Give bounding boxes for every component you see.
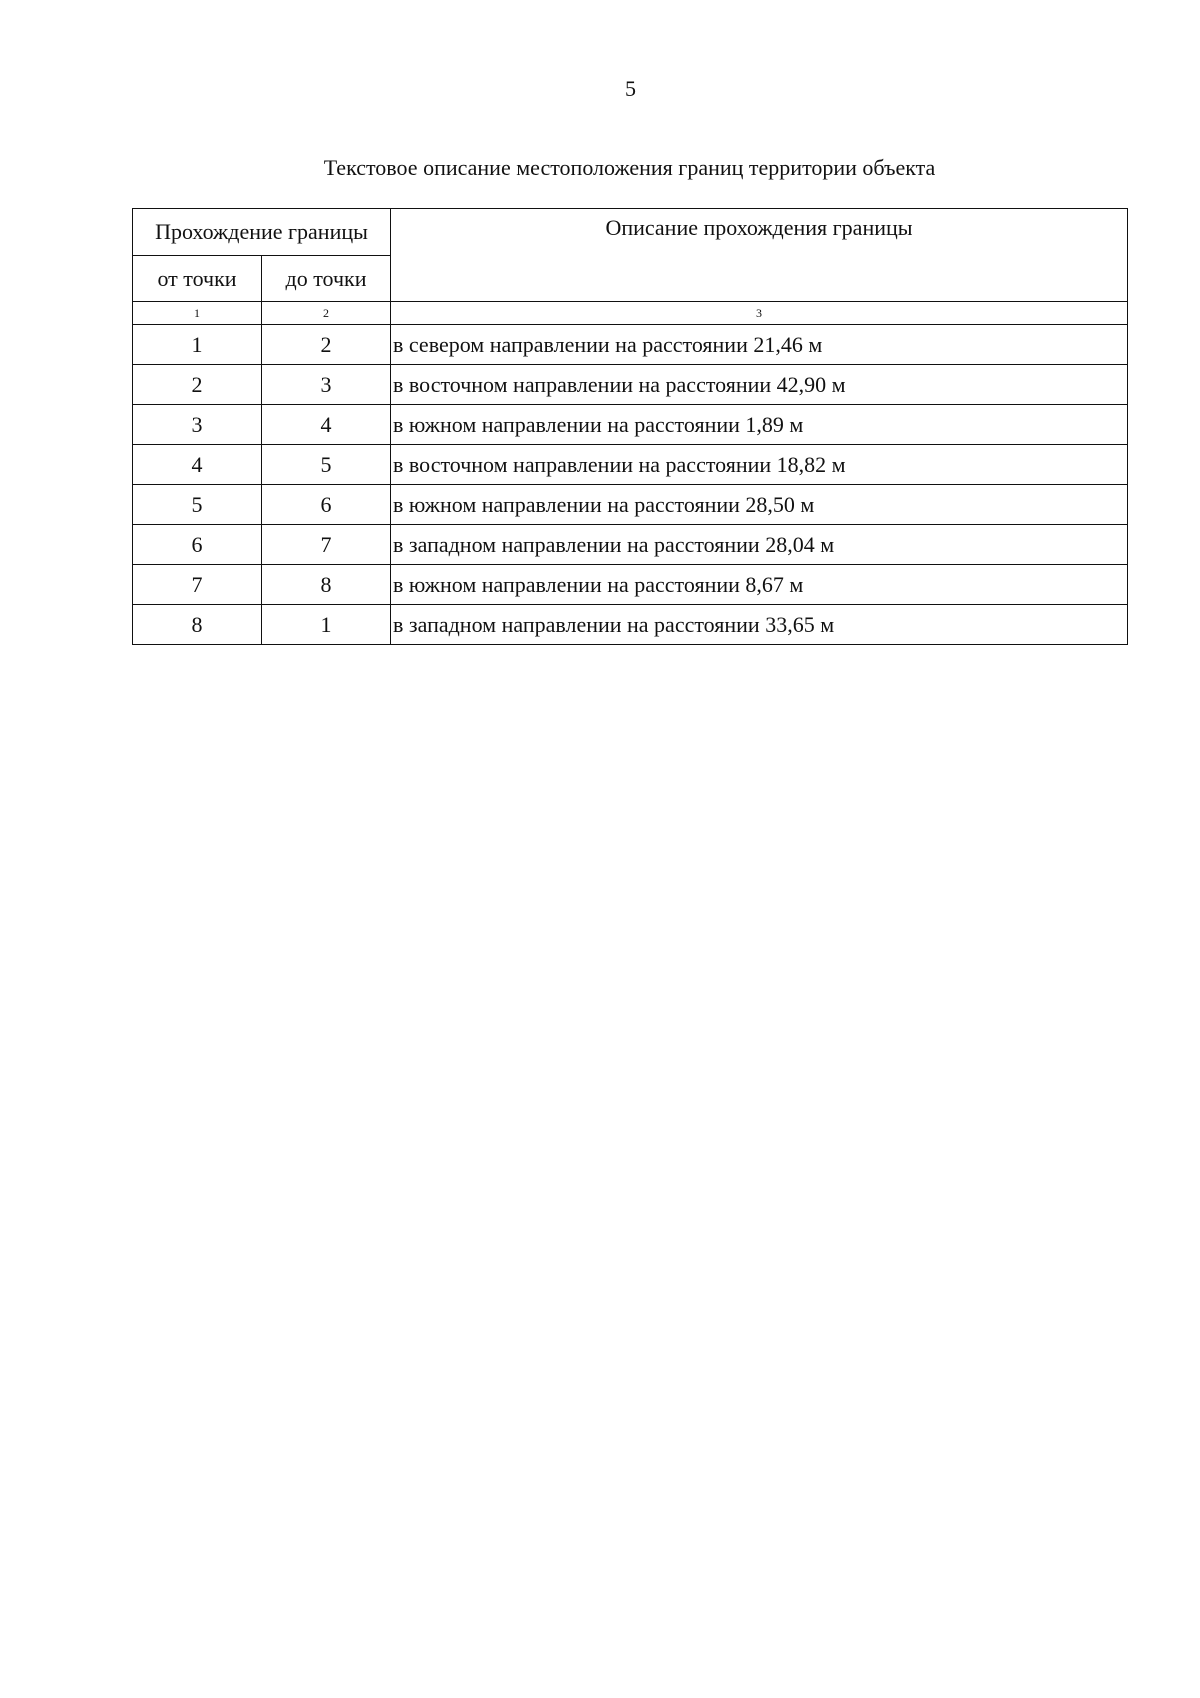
header-from-point: от точки	[133, 256, 262, 302]
to-point-cell: 3	[262, 365, 391, 405]
to-point-cell: 6	[262, 485, 391, 525]
description-cell: в западном направлении на расстоянии 33,65 м	[391, 605, 1128, 645]
description-cell: в севером направлении на расстоянии 21,46 м	[391, 325, 1128, 365]
to-point-cell: 2	[262, 325, 391, 365]
from-point-cell: 7	[133, 565, 262, 605]
table-row	[133, 445, 1128, 485]
to-point-cell: 1	[262, 605, 391, 645]
from-point-cell: 8	[133, 605, 262, 645]
boundary-table	[132, 208, 1128, 645]
table-row	[133, 525, 1128, 565]
to-point-cell: 4	[262, 405, 391, 445]
to-point-cell: 7	[262, 525, 391, 565]
description-cell: в южном направлении на расстоянии 8,67 м	[391, 565, 1128, 605]
from-point-cell: 5	[133, 485, 262, 525]
from-point-cell: 4	[133, 445, 262, 485]
description-cell: в южном направлении на расстоянии 1,89 м	[391, 405, 1128, 445]
to-point-cell: 8	[262, 565, 391, 605]
column-number: 3	[391, 302, 1128, 325]
from-point-cell: 1	[133, 325, 262, 365]
to-point-cell: 5	[262, 445, 391, 485]
header-description: Описание прохождения границы	[391, 209, 1128, 302]
description-cell: в западном направлении на расстоянии 28,04 м	[391, 525, 1128, 565]
header-row	[133, 209, 1128, 256]
header-to-point: до точки	[262, 256, 391, 302]
from-point-cell: 3	[133, 405, 262, 445]
description-cell: в южном направлении на расстоянии 28,50 м	[391, 485, 1128, 525]
from-point-cell: 2	[133, 365, 262, 405]
table-row	[133, 565, 1128, 605]
document-title: Текстовое описание местоположения границ территории объекта	[323, 155, 936, 180]
table-row	[133, 605, 1128, 645]
column-number: 2	[262, 302, 391, 325]
column-number: 1	[133, 302, 262, 325]
column-number-row	[133, 302, 1128, 325]
header-boundary-passage: Прохождение границы	[133, 209, 391, 256]
table-row	[133, 325, 1128, 365]
page-number: 5	[625, 76, 636, 101]
description-cell: в восточном направлении на расстоянии 42,90 м	[391, 365, 1128, 405]
table-row	[133, 365, 1128, 405]
from-point-cell: 6	[133, 525, 262, 565]
table-row	[133, 405, 1128, 445]
table-row	[133, 485, 1128, 525]
description-cell: в восточном направлении на расстоянии 18,82 м	[391, 445, 1128, 485]
